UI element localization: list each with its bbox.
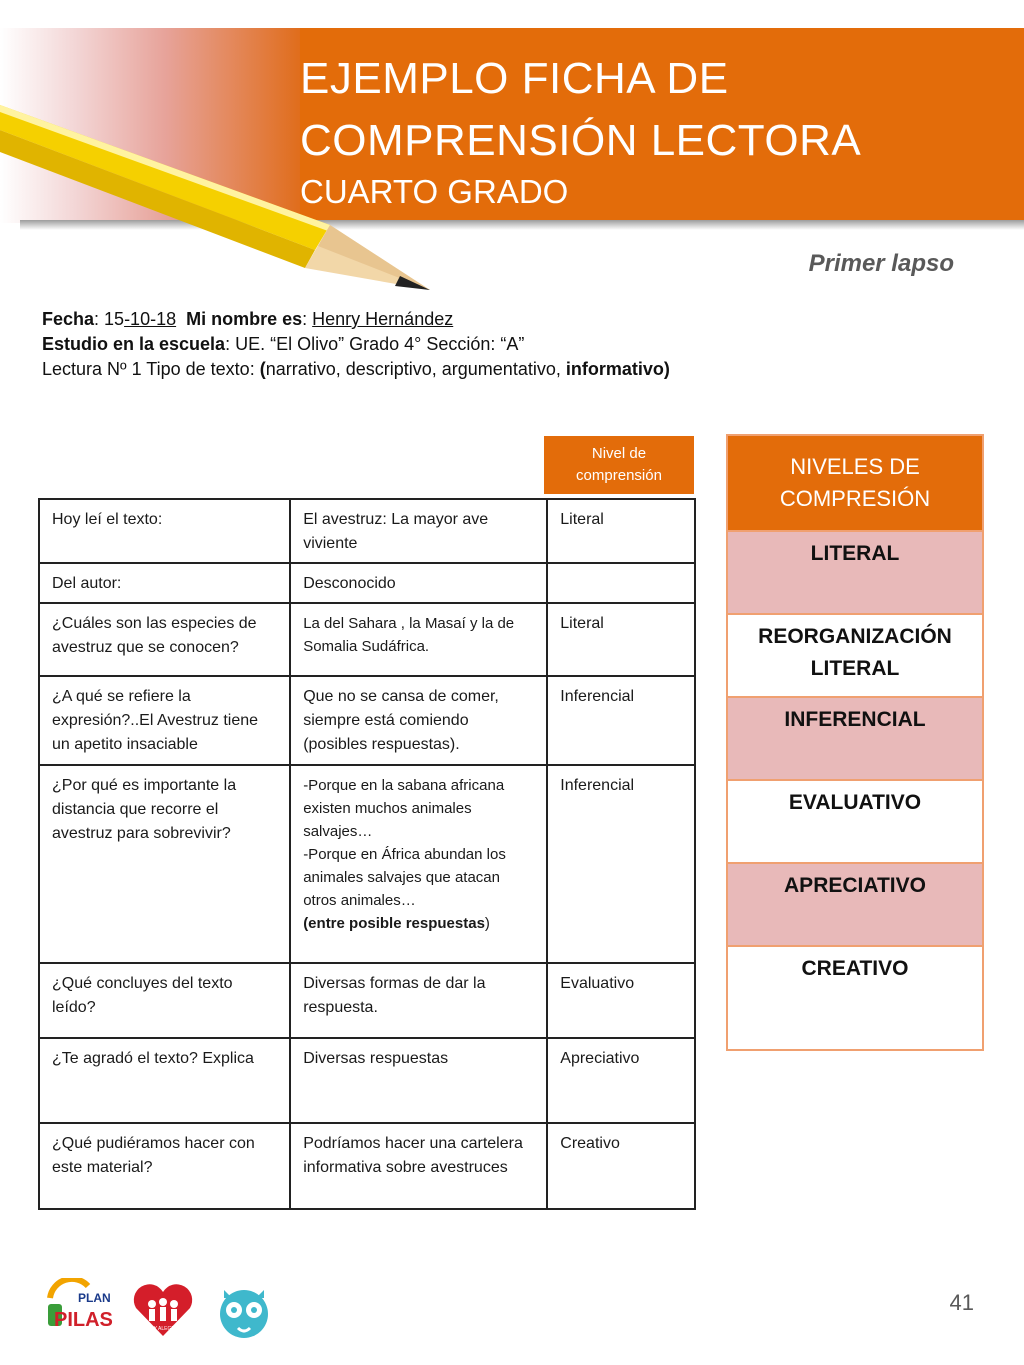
- table-row: [39, 603, 695, 676]
- nivel-evaluativo: EVALUATIVO: [728, 779, 982, 862]
- comprehension-table: [38, 498, 696, 1210]
- lapso-label: Primer lapso: [808, 250, 954, 277]
- answer-cell: [290, 765, 547, 963]
- niveles-table: [726, 434, 984, 1051]
- nombre-value: Henry Hernández: [312, 309, 454, 329]
- owl-logo: [220, 1290, 268, 1338]
- answer-line-1: -Porque en la sabana africana existen muchos animales salvajes…: [303, 777, 505, 840]
- title-line-1: EJEMPLO FICHA DE: [300, 54, 729, 103]
- page-title: [300, 48, 861, 172]
- fecha-value: -10-18: [124, 309, 177, 329]
- answer-cell: Podríamos hacer una cartelera informativa sobre avestruces: [290, 1123, 547, 1209]
- question-cell: Del autor:: [39, 563, 290, 603]
- plan-pilas-logo: [48, 1279, 113, 1331]
- page-subtitle: CUARTO GRADO: [300, 173, 569, 210]
- answer-line-2: -Porque en África abundan los animales salvajes que atacan otros animales…: [303, 846, 506, 909]
- table-row: [39, 1123, 695, 1209]
- nivel-reorganizacion: [728, 613, 982, 696]
- level-cell: Apreciativo: [547, 1038, 695, 1123]
- plan-text: PLAN: [78, 1291, 111, 1305]
- nivel-apreciativo: APRECIATIVO: [728, 862, 982, 945]
- footer-logos: [40, 1278, 280, 1347]
- question-cell: ¿A qué se refiere la expresión?..El Avestruz tiene un apetito insaciable: [39, 676, 290, 765]
- question-cell: ¿Te agradó el texto? Explica: [39, 1038, 290, 1123]
- lectura-row: [42, 357, 670, 382]
- table-row: [39, 1038, 695, 1123]
- nivel-inferencial: INFERENCIAL: [728, 696, 982, 779]
- escuela-row: [42, 332, 670, 357]
- logos-svg: [40, 1278, 280, 1342]
- table-row: [39, 563, 695, 603]
- tipos-open: (: [259, 359, 266, 379]
- pilas-text: PILAS: [54, 1309, 113, 1331]
- nivel-literal: LITERAL: [728, 530, 982, 613]
- nivel-reorganizacion-line-2: LITERAL: [810, 657, 900, 680]
- table-row: [39, 963, 695, 1038]
- level-cell: [547, 563, 695, 603]
- fecha-label: Fecha: [42, 309, 95, 329]
- niveles-header-line-1: NIVELES DE: [790, 454, 920, 479]
- table-row: [39, 676, 695, 765]
- question-cell: Hoy leí el texto:: [39, 499, 290, 563]
- question-cell: ¿Cuáles son las especies de avestruz que se conocen?: [39, 603, 290, 676]
- question-cell: ¿Qué pudiéramos hacer con este material?: [39, 1123, 290, 1209]
- answer-close: ): [484, 915, 490, 932]
- question-cell: ¿Por qué es importante la distancia que recorre el avestruz para sobrevivir?: [39, 765, 290, 963]
- tipos-list: narrativo, descriptivo, argumentativo,: [265, 359, 566, 379]
- fecha-sep: : 15: [94, 309, 125, 329]
- student-info: [42, 307, 670, 382]
- nivel-creativo: CREATIVO: [728, 945, 982, 1049]
- level-cell: Literal: [547, 603, 695, 676]
- niveles-header-line-2: COMPRESIÓN: [779, 486, 931, 511]
- question-cell: ¿Qué concluyes del texto leído?: [39, 963, 290, 1038]
- answer-cell: La del Sahara , la Masaí y la de Somalia Sudáfrica.: [290, 603, 547, 676]
- lectura-label: Lectura Nº 1 Tipo de texto:: [42, 359, 260, 379]
- page-number: 41: [949, 1290, 974, 1315]
- answer-cell: Desconocido: [290, 563, 547, 603]
- table-row: [39, 765, 695, 963]
- answer-cell: Diversas formas de dar la respuesta.: [290, 963, 547, 1038]
- nivel-tag-line-1: Nivel de: [591, 445, 647, 462]
- level-cell: Inferencial: [547, 765, 695, 963]
- nombre-label: Mi nombre es: [186, 309, 303, 329]
- escuela-value: : UE. “El Olivo” Grado 4° Sección: “A”: [225, 334, 525, 354]
- level-cell: Inferencial: [547, 676, 695, 765]
- table-row: [39, 499, 695, 563]
- answer-line-3: [303, 912, 534, 935]
- tipos-bold: informativo): [565, 359, 670, 379]
- answer-bold: (entre posible respuestas: [303, 915, 485, 932]
- fe-y-alegria-logo: [134, 1284, 192, 1336]
- niveles-header: [728, 436, 982, 530]
- nombre-sep: :: [302, 309, 313, 329]
- nivel-reorganizacion-line-1: REORGANIZACIÓN: [758, 625, 952, 648]
- escuela-label: Estudio en la escuela: [42, 334, 226, 354]
- level-cell: Literal: [547, 499, 695, 563]
- level-cell: Evaluativo: [547, 963, 695, 1038]
- title-line-2: COMPRENSIÓN LECTORA: [300, 116, 862, 165]
- answer-cell: El avestruz: La mayor ave viviente: [290, 499, 547, 563]
- nivel-comprension-tag: [544, 436, 694, 494]
- heart-text: FE Y ALEGRÍA: [146, 1326, 180, 1332]
- level-cell: Creativo: [547, 1123, 695, 1209]
- nivel-tag-line-2: comprensión: [576, 467, 662, 484]
- fecha-row: [42, 307, 670, 332]
- answer-cell: Diversas respuestas: [290, 1038, 547, 1123]
- answer-cell: Que no se cansa de comer, siempre está comiendo (posibles respuestas).: [290, 676, 547, 765]
